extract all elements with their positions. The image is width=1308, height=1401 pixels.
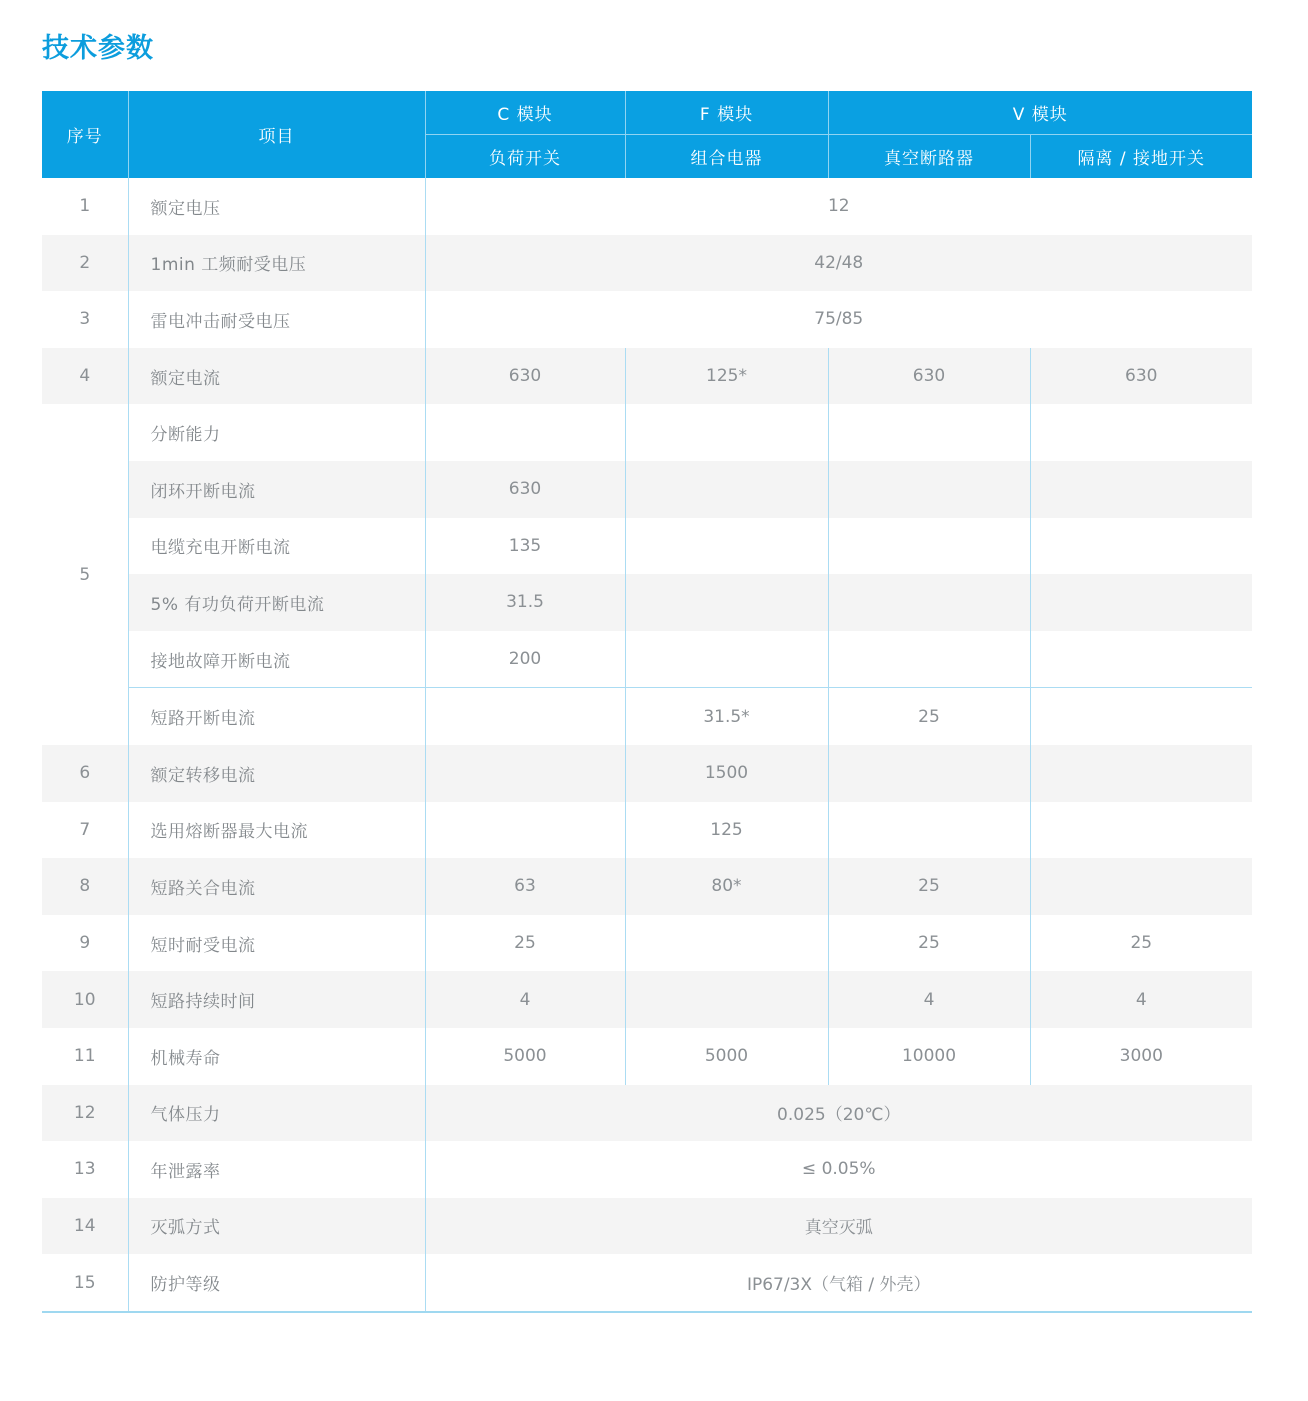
merged-value-cell: 0.025（20℃） bbox=[425, 1085, 1252, 1142]
table-row bbox=[42, 1141, 1252, 1198]
table-row bbox=[42, 1085, 1252, 1142]
table-row bbox=[42, 1028, 1252, 1085]
header-no: 序号 bbox=[42, 91, 128, 178]
table-row bbox=[42, 688, 1252, 745]
table-row bbox=[42, 1198, 1252, 1255]
merged-value-cell: ≤ 0.05% bbox=[425, 1141, 1252, 1198]
header-sub-combined-apparatus: 组合电器 bbox=[625, 135, 828, 179]
value-cell bbox=[1030, 858, 1252, 915]
value-cell: 125* bbox=[625, 348, 828, 405]
table-row bbox=[42, 348, 1252, 405]
value-cell bbox=[828, 574, 1030, 631]
item-label: 防护等级 bbox=[128, 1254, 425, 1312]
table-row bbox=[42, 915, 1252, 972]
value-cell: 5000 bbox=[625, 1028, 828, 1085]
item-label: 1min 工频耐受电压 bbox=[128, 235, 425, 292]
value-cell bbox=[1030, 745, 1252, 802]
item-label: 机械寿命 bbox=[128, 1028, 425, 1085]
item-label: 闭环开断电流 bbox=[128, 461, 425, 518]
value-cell bbox=[1030, 631, 1252, 688]
value-cell: 80* bbox=[625, 858, 828, 915]
value-cell: 31.5 bbox=[425, 574, 625, 631]
row-number: 6 bbox=[42, 745, 128, 802]
value-cell: 25 bbox=[828, 688, 1030, 745]
item-label: 短路开断电流 bbox=[128, 688, 425, 745]
item-label: 雷电冲击耐受电压 bbox=[128, 291, 425, 348]
value-cell bbox=[625, 631, 828, 688]
item-label: 年泄露率 bbox=[128, 1141, 425, 1198]
value-cell bbox=[828, 631, 1030, 688]
value-cell bbox=[828, 745, 1030, 802]
item-label: 短时耐受电流 bbox=[128, 915, 425, 972]
row-number: 13 bbox=[73, 1159, 96, 1180]
merged-value-cell: IP67/3X（气箱 / 外壳） bbox=[425, 1254, 1252, 1312]
table-row bbox=[42, 1254, 1252, 1312]
value-cell bbox=[625, 404, 828, 461]
merged-value-cell: 42/48 bbox=[425, 235, 1252, 292]
row-number: 10 bbox=[42, 971, 128, 1028]
table-row bbox=[42, 631, 1252, 688]
value-cell bbox=[1030, 688, 1252, 745]
value-cell: 630 bbox=[425, 348, 625, 405]
value-cell: 200 bbox=[425, 631, 625, 688]
value-cell: 1500 bbox=[625, 745, 828, 802]
row-number: 4 bbox=[42, 348, 128, 405]
header-module-c: C 模块 bbox=[425, 91, 625, 135]
row-number: 8 bbox=[42, 858, 128, 915]
value-cell bbox=[625, 574, 828, 631]
value-cell bbox=[828, 404, 1030, 461]
table-row bbox=[42, 235, 1252, 292]
row-number: 12 bbox=[42, 1085, 128, 1142]
value-cell bbox=[425, 745, 625, 802]
value-cell: 135 bbox=[425, 518, 625, 575]
value-cell bbox=[625, 461, 828, 518]
value-cell bbox=[625, 971, 828, 1028]
item-label: 接地故障开断电流 bbox=[128, 631, 425, 688]
value-cell: 4 bbox=[828, 971, 1030, 1028]
value-cell: 25 bbox=[828, 915, 1030, 972]
value-cell: 63 bbox=[425, 858, 625, 915]
value-cell bbox=[425, 404, 625, 461]
table-row bbox=[42, 574, 1252, 631]
value-cell bbox=[1030, 461, 1252, 518]
value-cell bbox=[1030, 404, 1252, 461]
table-row bbox=[42, 291, 1252, 348]
value-cell: 630 bbox=[1030, 348, 1252, 405]
row-number: 3 bbox=[79, 309, 91, 330]
value-cell: 25 bbox=[828, 858, 1030, 915]
table-header bbox=[42, 91, 1252, 178]
item-label: 灭弧方式 bbox=[128, 1198, 425, 1255]
item-label: 选用熔断器最大电流 bbox=[128, 802, 425, 859]
merged-value-cell: 12 bbox=[425, 178, 1252, 235]
value-cell bbox=[828, 802, 1030, 859]
value-cell: 25 bbox=[425, 915, 625, 972]
header-sub-disconnector-earthing: 隔离 / 接地开关 bbox=[1030, 135, 1252, 179]
value-cell: 4 bbox=[1030, 971, 1252, 1028]
header-module-v: V 模块 bbox=[828, 91, 1252, 135]
value-cell bbox=[1030, 802, 1252, 859]
row-number: 11 bbox=[73, 1046, 96, 1067]
item-label: 短路关合电流 bbox=[128, 858, 425, 915]
table-row bbox=[42, 858, 1252, 915]
header-item: 项目 bbox=[128, 91, 425, 178]
value-cell: 125 bbox=[625, 802, 828, 859]
row-number: 7 bbox=[79, 819, 91, 840]
value-cell: 31.5* bbox=[625, 688, 828, 745]
table-row bbox=[42, 802, 1252, 859]
value-cell bbox=[1030, 518, 1252, 575]
row-number: 9 bbox=[79, 933, 91, 954]
item-label: 额定转移电流 bbox=[128, 745, 425, 802]
value-cell: 3000 bbox=[1030, 1028, 1252, 1085]
table-row bbox=[42, 745, 1252, 802]
item-label: 5% 有功负荷开断电流 bbox=[128, 574, 425, 631]
header-module-f: F 模块 bbox=[625, 91, 828, 135]
value-cell: 5000 bbox=[425, 1028, 625, 1085]
item-label: 气体压力 bbox=[128, 1085, 425, 1142]
row-number: 14 bbox=[42, 1198, 128, 1255]
header-sub-load-switch: 负荷开关 bbox=[425, 135, 625, 179]
value-cell bbox=[425, 802, 625, 859]
header-sub-vacuum-breaker: 真空断路器 bbox=[828, 135, 1030, 179]
value-cell bbox=[828, 461, 1030, 518]
value-cell: 10000 bbox=[828, 1028, 1030, 1085]
table-row bbox=[42, 178, 1252, 235]
item-label: 短路持续时间 bbox=[128, 971, 425, 1028]
value-cell bbox=[1030, 574, 1252, 631]
value-cell bbox=[625, 518, 828, 575]
row-number: 5 bbox=[42, 404, 128, 745]
table-row bbox=[42, 461, 1252, 518]
table-row bbox=[42, 404, 1252, 461]
merged-value-cell: 真空灭弧 bbox=[425, 1198, 1252, 1255]
value-cell bbox=[625, 915, 828, 972]
value-cell: 630 bbox=[828, 348, 1030, 405]
value-cell bbox=[828, 518, 1030, 575]
item-label: 分断能力 bbox=[128, 404, 425, 461]
value-cell: 4 bbox=[425, 971, 625, 1028]
table-row bbox=[42, 518, 1252, 575]
merged-value-cell: 75/85 bbox=[425, 291, 1252, 348]
row-number: 2 bbox=[42, 235, 128, 292]
item-label: 额定电流 bbox=[128, 348, 425, 405]
table-row bbox=[42, 971, 1252, 1028]
value-cell bbox=[425, 688, 625, 745]
row-number: 1 bbox=[79, 196, 91, 217]
item-label: 电缆充电开断电流 bbox=[128, 518, 425, 575]
item-label: 额定电压 bbox=[128, 178, 425, 235]
value-cell: 25 bbox=[1030, 915, 1252, 972]
technical-parameters-table bbox=[42, 91, 1252, 1313]
page-title: 技术参数 bbox=[42, 33, 154, 64]
value-cell: 630 bbox=[425, 461, 625, 518]
row-number: 15 bbox=[73, 1272, 96, 1293]
